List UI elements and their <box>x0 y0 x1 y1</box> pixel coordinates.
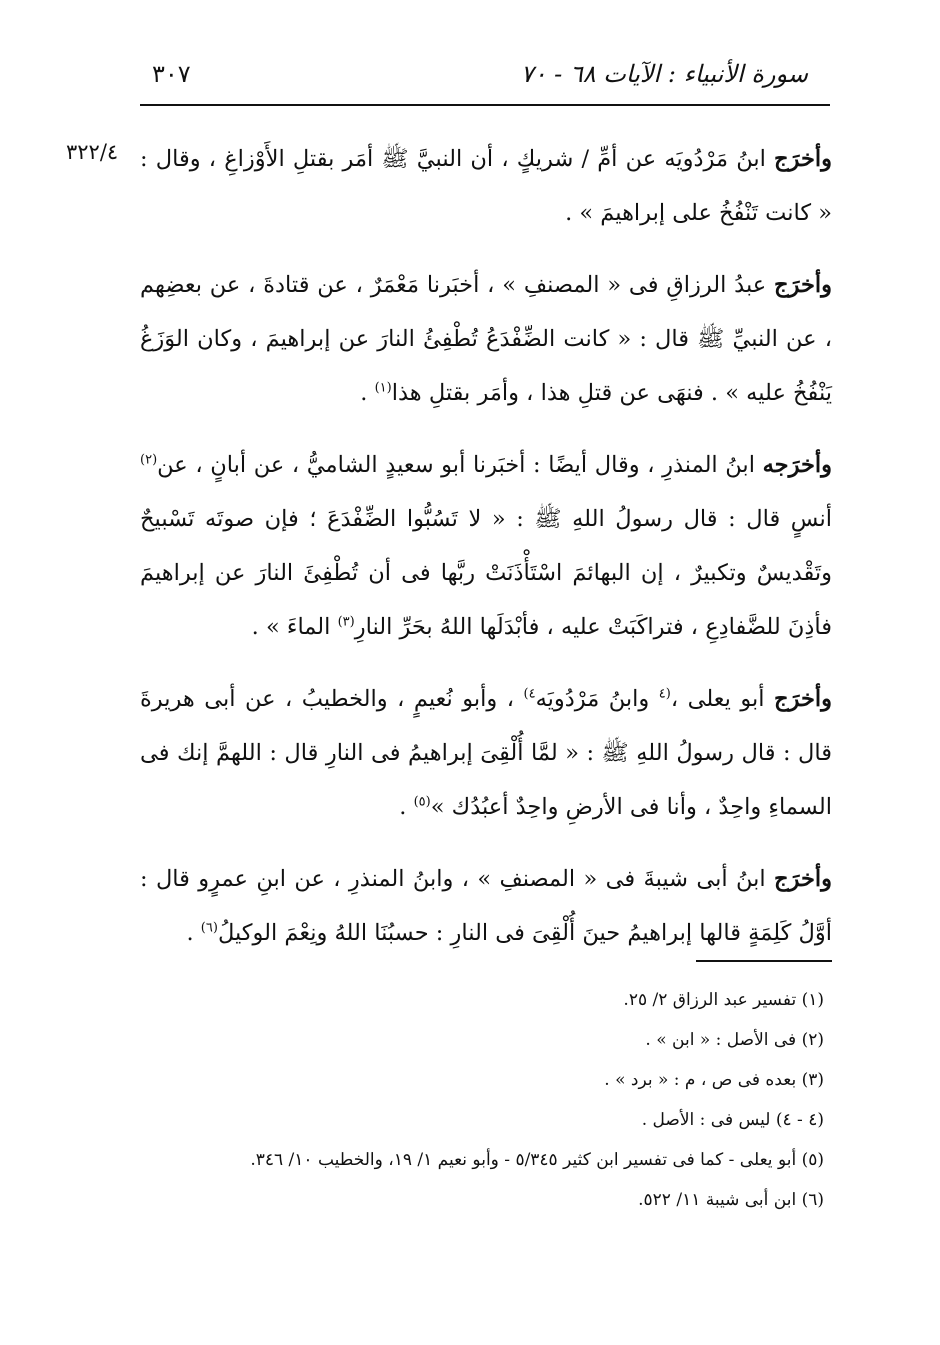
paragraph-text: الماءَ » . <box>251 614 338 640</box>
footnote-marker: (١) <box>374 380 392 396</box>
body-text <box>140 132 832 978</box>
paragraph-4 <box>140 672 832 834</box>
footnote-marker: ٤) <box>523 686 536 702</box>
footnote-marker: (٣) <box>337 614 355 630</box>
paragraph-text: ابنُ المنذرِ ، وقال أيضًا : أخبَرنا أبو سعيدٍ الشاميُّ ، عن أبانٍ ، عن <box>157 452 755 478</box>
footnote-marker: (٢) <box>140 452 158 468</box>
footnote-marker: (٥) <box>413 794 431 810</box>
footnote-2: (٢) فى الأصل : « ابن » . <box>645 1030 824 1050</box>
margin-reference: ٣٢٢/٤ <box>66 140 119 164</box>
paragraph-text: ، وأبو نُعيمٍ ، والخطيبُ ، عن أبى هريرةَ قال : قال رسولُ اللهِ ﷺ : « لمَّا أُلْقِىَ إبراهيمُ فى النارِ قال : اللهمَّ إنك فى السماءِ واحِدٌ ، وأنا فى الأرضِ واحِدٌ أعبُدُك » <box>140 686 832 820</box>
paragraph-text: ابنُ مَرْدُويَه عن أمِّ / شريكٍ ، أن النبيَّ ﷺ أمَر بقتلِ الأَوْزاغِ ، وقال : « كانت تَنْفُخُ على إبراهيمَ » . <box>140 146 832 226</box>
paragraph-text: . <box>186 920 201 946</box>
paragraph-lead: وأخرَج <box>774 686 832 712</box>
paragraph-text: أنسٍ قال : قال رسولُ اللهِ ﷺ : « لا تَسُبُّوا الضِّفْدَعَ ؛ فإن صوتَه تَسْبيحٌ وتَقْديسٌ وتكبيرٌ ، إن البهائمَ اسْتَأْذَنَتْ ربَّها فى أن تُطْفِئَ النارَ عن إبراهيمَ فأذِنَ للضَّفادِعِ ، فتراكَبَتْ عليه ، فأبْدَلَها اللهُ بحَرِّ النارِ <box>140 506 832 640</box>
paragraph-text: وابنُ مَرْدُويَه <box>535 686 659 712</box>
paragraph-text: أبو يعلى ، <box>670 686 765 712</box>
footnote-marker: (٤ <box>658 686 671 702</box>
paragraph-lead: وأخرَج <box>774 146 832 172</box>
paragraph-text: . <box>399 794 414 820</box>
paragraph-lead: وأخرَجه <box>762 452 833 478</box>
paragraph-text: عبدُ الرزاقِ فى « المصنفِ » ، أخبَرنا مَعْمَرٌ ، عن قتادةَ ، عن بعضِهم ، عن النبيِّ ﷺ قال : « كانت الضِّفْدَعُ تُطْفِئُ النارَ عن إبراهيمَ ، وكان الوَزَغُ يَنْفُخُ عليه » . فنهَى عن قتلِ هذا ، وأمَر بقتلِ هذا <box>140 272 832 406</box>
page-number: ٣٠٧ <box>152 60 191 88</box>
footnote-divider <box>696 960 832 962</box>
footnote-3: (٣) بعده فى ص ، م : « برد » . <box>604 1070 824 1090</box>
paragraph-text: ابنُ أبى شيبةَ فى « المصنفِ » ، وابنُ المنذرِ ، عن ابنِ عمرٍو قال : أوَّلُ كَلِمَةٍ قالها إبراهيمُ حينَ أُلْقِىَ فى النارِ : حسبُنَا اللهُ ونِعْمَ الوكيلُ <box>140 866 832 946</box>
footnote-5: (٥) أبو يعلى - كما فى تفسير ابن كثير ٥/٣٤٥ - وأبو نعيم ١/ ١٩، والخطيب ١٠/ ٣٤٦. <box>250 1150 824 1170</box>
paragraph-2 <box>140 258 832 420</box>
paragraph-1 <box>140 132 832 240</box>
running-title: سورة الأنبياء : الآيات ٦٨ - ٧٠ <box>520 60 808 88</box>
paragraph-lead: وأخرَج <box>774 272 832 298</box>
footnote-1: (١) تفسير عبد الرزاق ٢/ ٢٥. <box>623 990 824 1010</box>
footnotes <box>140 980 824 1220</box>
footnote-marker: (٦) <box>200 920 218 936</box>
paragraph-3 <box>140 438 832 654</box>
paragraph-lead: وأخرَج <box>774 866 832 892</box>
paragraph-5 <box>140 852 832 960</box>
paragraph-text: . <box>360 380 375 406</box>
page-header <box>140 52 830 98</box>
footnote-6: (٦) ابن أبى شيبة ١١/ ٥٢٢. <box>638 1190 824 1210</box>
header-divider <box>140 104 830 106</box>
footnote-4: (٤ - ٤) ليس فى : الأصل . <box>641 1110 824 1130</box>
